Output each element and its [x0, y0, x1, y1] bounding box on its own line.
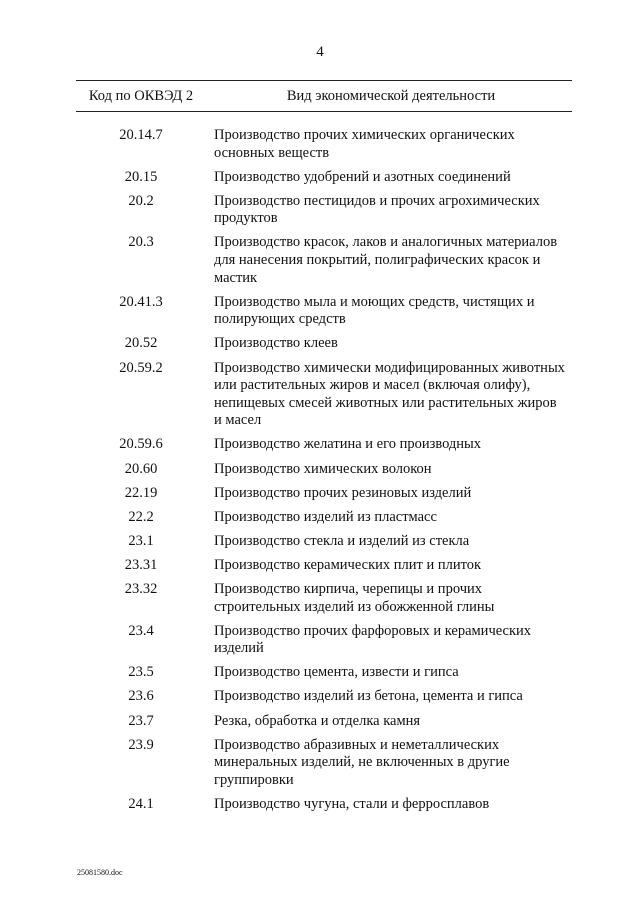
table-row	[76, 623, 572, 658]
table-row	[76, 713, 572, 731]
table-row	[76, 688, 572, 706]
table-row	[76, 294, 572, 329]
table-row	[76, 360, 572, 430]
row-activity: Производство удобрений и азотных соединений	[214, 168, 511, 185]
row-code: 20.52	[124, 335, 158, 352]
row-code: 20.3	[128, 234, 154, 251]
table-row	[76, 796, 572, 814]
document-filename: 25081580.doc	[77, 868, 123, 877]
code-column-header: Код по ОКВЭД 2	[88, 88, 194, 104]
row-code: 23.5	[128, 664, 154, 681]
row-code: 20.15	[124, 168, 158, 185]
table-body	[76, 127, 572, 820]
row-activity: Производство химически модифицированных животных или растительных жиров и масел (включая олифу), непищевых смесей животных или растительных жиров и масел	[214, 359, 565, 429]
row-code: 23.4	[128, 622, 154, 639]
table-row	[76, 664, 572, 682]
row-activity: Производство химических волокон	[214, 460, 432, 477]
row-code: 23.9	[128, 736, 154, 753]
row-activity: Производство стекла и изделий из стекла	[214, 532, 470, 549]
row-code: 20.59.2	[119, 359, 163, 376]
row-code: 20.2	[128, 192, 154, 209]
row-activity: Производство изделий из бетона, цемента и гипса	[214, 688, 523, 705]
table-row	[76, 193, 572, 228]
row-activity: Производство изделий из пластмасс	[214, 508, 437, 525]
table-row	[76, 581, 572, 616]
row-activity: Производство цемента, извести и гипса	[214, 664, 459, 681]
row-activity: Производство красок, лаков и аналогичных материалов для нанесения покрытий, полиграфических красок и мастик	[214, 234, 558, 286]
row-code: 23.7	[128, 712, 154, 729]
table-row	[76, 461, 572, 479]
table-row	[76, 533, 572, 551]
table-row	[76, 436, 572, 454]
row-code: 23.6	[128, 688, 154, 705]
table-row	[76, 557, 572, 575]
row-activity: Производство желатина и его производных	[214, 436, 482, 453]
row-activity: Производство кирпича, черепицы и прочих строительных изделий из обожженной глины	[214, 580, 495, 615]
table-row	[76, 509, 572, 527]
row-activity: Производство керамических плит и плиток	[214, 556, 482, 573]
row-code: 23.32	[124, 580, 158, 597]
table-row	[76, 737, 572, 790]
row-code: 23.31	[124, 556, 158, 573]
table-header	[76, 80, 572, 112]
table-row	[76, 335, 572, 353]
table-row	[76, 127, 572, 162]
table-row	[76, 169, 572, 187]
row-code: 23.1	[128, 532, 154, 549]
row-code: 22.19	[124, 484, 158, 501]
row-code: 20.41.3	[119, 293, 163, 310]
row-code: 22.2	[128, 508, 154, 525]
activity-column-header: Вид экономической деятельности	[286, 88, 496, 104]
row-activity: Производство прочих химических органических основных веществ	[214, 127, 515, 161]
row-activity: Производство пестицидов и прочих агрохимических продуктов	[214, 192, 540, 227]
row-activity: Производство прочих фарфоровых и керамических изделий	[214, 622, 532, 657]
row-code: 24.1	[128, 795, 154, 812]
table-row	[76, 485, 572, 503]
row-activity: Производство чугуна, стали и ферросплавов	[214, 795, 490, 812]
row-code: 20.59.6	[119, 436, 163, 453]
page-number: 4	[316, 44, 324, 60]
row-code: 20.60	[124, 460, 158, 477]
row-activity: Производство клеев	[214, 335, 338, 352]
row-code: 20.14.7	[119, 127, 163, 143]
table-row	[76, 234, 572, 287]
row-activity: Резка, обработка и отделка камня	[214, 712, 421, 729]
row-activity: Производство абразивных и неметаллических минеральных изделий, не включенных в другие группировки	[214, 736, 510, 788]
row-activity: Производство мыла и моющих средств, чистящих и полирующих средств	[214, 293, 535, 328]
row-activity: Производство прочих резиновых изделий	[214, 484, 472, 501]
